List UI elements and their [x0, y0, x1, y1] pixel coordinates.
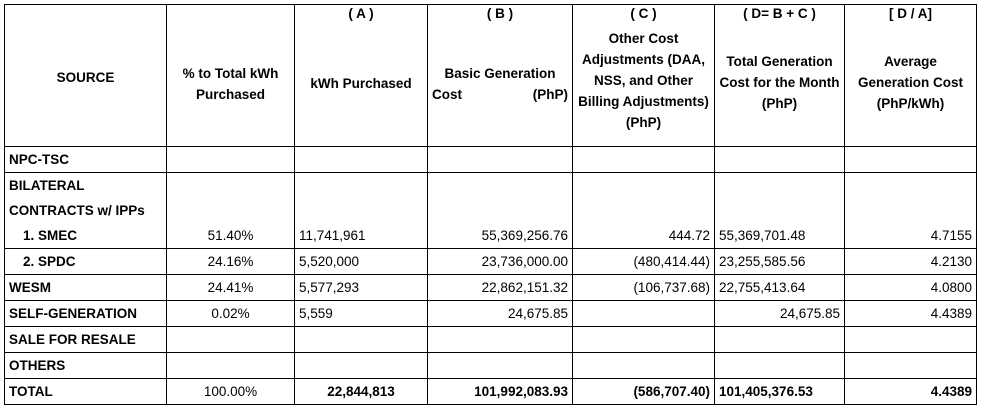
table-row-smec — [5, 223, 977, 249]
other-cell — [573, 301, 715, 327]
source-cell: 2. SPDC — [5, 249, 167, 275]
table-row — [5, 147, 977, 173]
header-avg-label: Average Generation Cost (PhP/kWh) — [857, 54, 963, 111]
source-cell: NPC-TSC — [5, 147, 167, 173]
pct-cell: 51.40% — [167, 223, 295, 249]
source-cell: OTHERS — [5, 353, 167, 379]
pct-cell: 24.16% — [167, 249, 295, 275]
other-cell: (586,707.40) — [573, 379, 715, 405]
table-row-self-generation — [5, 301, 977, 327]
header-total — [715, 5, 845, 147]
table-row-wesm — [5, 275, 977, 301]
pct-cell: 0.02% — [167, 301, 295, 327]
header-kwh — [295, 5, 428, 147]
table-row — [5, 198, 977, 223]
header-basic-letter: ( B ) — [486, 6, 514, 21]
other-cell: (480,414.44) — [573, 249, 715, 275]
kwh-cell: 5,559 — [295, 301, 428, 327]
table-row-others — [5, 353, 977, 379]
header-total-letter: ( D= B + C ) — [743, 6, 816, 21]
total-cell: 23,255,585.56 — [715, 249, 845, 275]
total-cell: 55,369,701.48 — [715, 223, 845, 249]
source-cell: BILATERAL — [5, 173, 167, 199]
header-other-letter: ( C ) — [630, 6, 657, 21]
source-cell: WESM — [5, 275, 167, 301]
kwh-cell: 5,520,000 — [295, 249, 428, 275]
header-pct: % to Total kWh Purchased — [167, 5, 295, 147]
basic-cell: 24,675.85 — [428, 301, 573, 327]
table-row-sale-for-resale — [5, 327, 977, 353]
header-basic — [428, 5, 573, 147]
header-kwh-letter: ( A ) — [348, 6, 374, 21]
other-cell: (106,737.68) — [573, 275, 715, 301]
header-kwh-label: kWh Purchased — [310, 76, 412, 91]
basic-cell: 23,736,000.00 — [428, 249, 573, 275]
pct-cell: 100.00% — [167, 379, 295, 405]
avg-cell: 4.7155 — [845, 223, 977, 249]
table-row-spdc — [5, 249, 977, 275]
source-cell: CONTRACTS w/ IPPs — [5, 198, 167, 223]
header-avg-letter: [ D / A] — [889, 6, 932, 21]
basic-cell: 55,369,256.76 — [428, 223, 573, 249]
header-avg — [845, 5, 977, 147]
total-cell: 24,675.85 — [715, 301, 845, 327]
table-row — [5, 173, 977, 199]
generation-cost-table — [4, 4, 977, 405]
avg-cell: 4.0800 — [845, 275, 977, 301]
header-total-label: Total Generation Cost for the Month (PhP) — [719, 54, 840, 111]
header-source: SOURCE — [5, 5, 167, 147]
avg-cell: 4.4389 — [845, 379, 977, 405]
avg-cell: 4.4389 — [845, 301, 977, 327]
kwh-cell: 11,741,961 — [295, 223, 428, 249]
source-cell: 1. SMEC — [5, 223, 167, 249]
kwh-cell: 5,577,293 — [295, 275, 428, 301]
other-cell: 444.72 — [573, 223, 715, 249]
total-cell: 101,405,376.53 — [715, 379, 845, 405]
source-cell: SELF-GENERATION — [5, 301, 167, 327]
header-other-label: Other Cost Adjustments (DAA, NSS, and Other Billing Adjustments) (PhP) — [578, 31, 709, 130]
header-other — [573, 5, 715, 147]
total-cell: 22,755,413.64 — [715, 275, 845, 301]
avg-cell: 4.2130 — [845, 249, 977, 275]
basic-cell: 22,862,151.32 — [428, 275, 573, 301]
pct-cell: 24.41% — [167, 275, 295, 301]
source-cell: SALE FOR RESALE — [5, 327, 167, 353]
source-cell: TOTAL — [5, 379, 167, 405]
kwh-cell: 22,844,813 — [295, 379, 428, 405]
header-row — [5, 5, 977, 147]
basic-cell: 101,992,083.93 — [428, 379, 573, 405]
header-basic-label: Basic Generation Cost (PhP) — [432, 66, 568, 102]
table-row-total — [5, 379, 977, 405]
